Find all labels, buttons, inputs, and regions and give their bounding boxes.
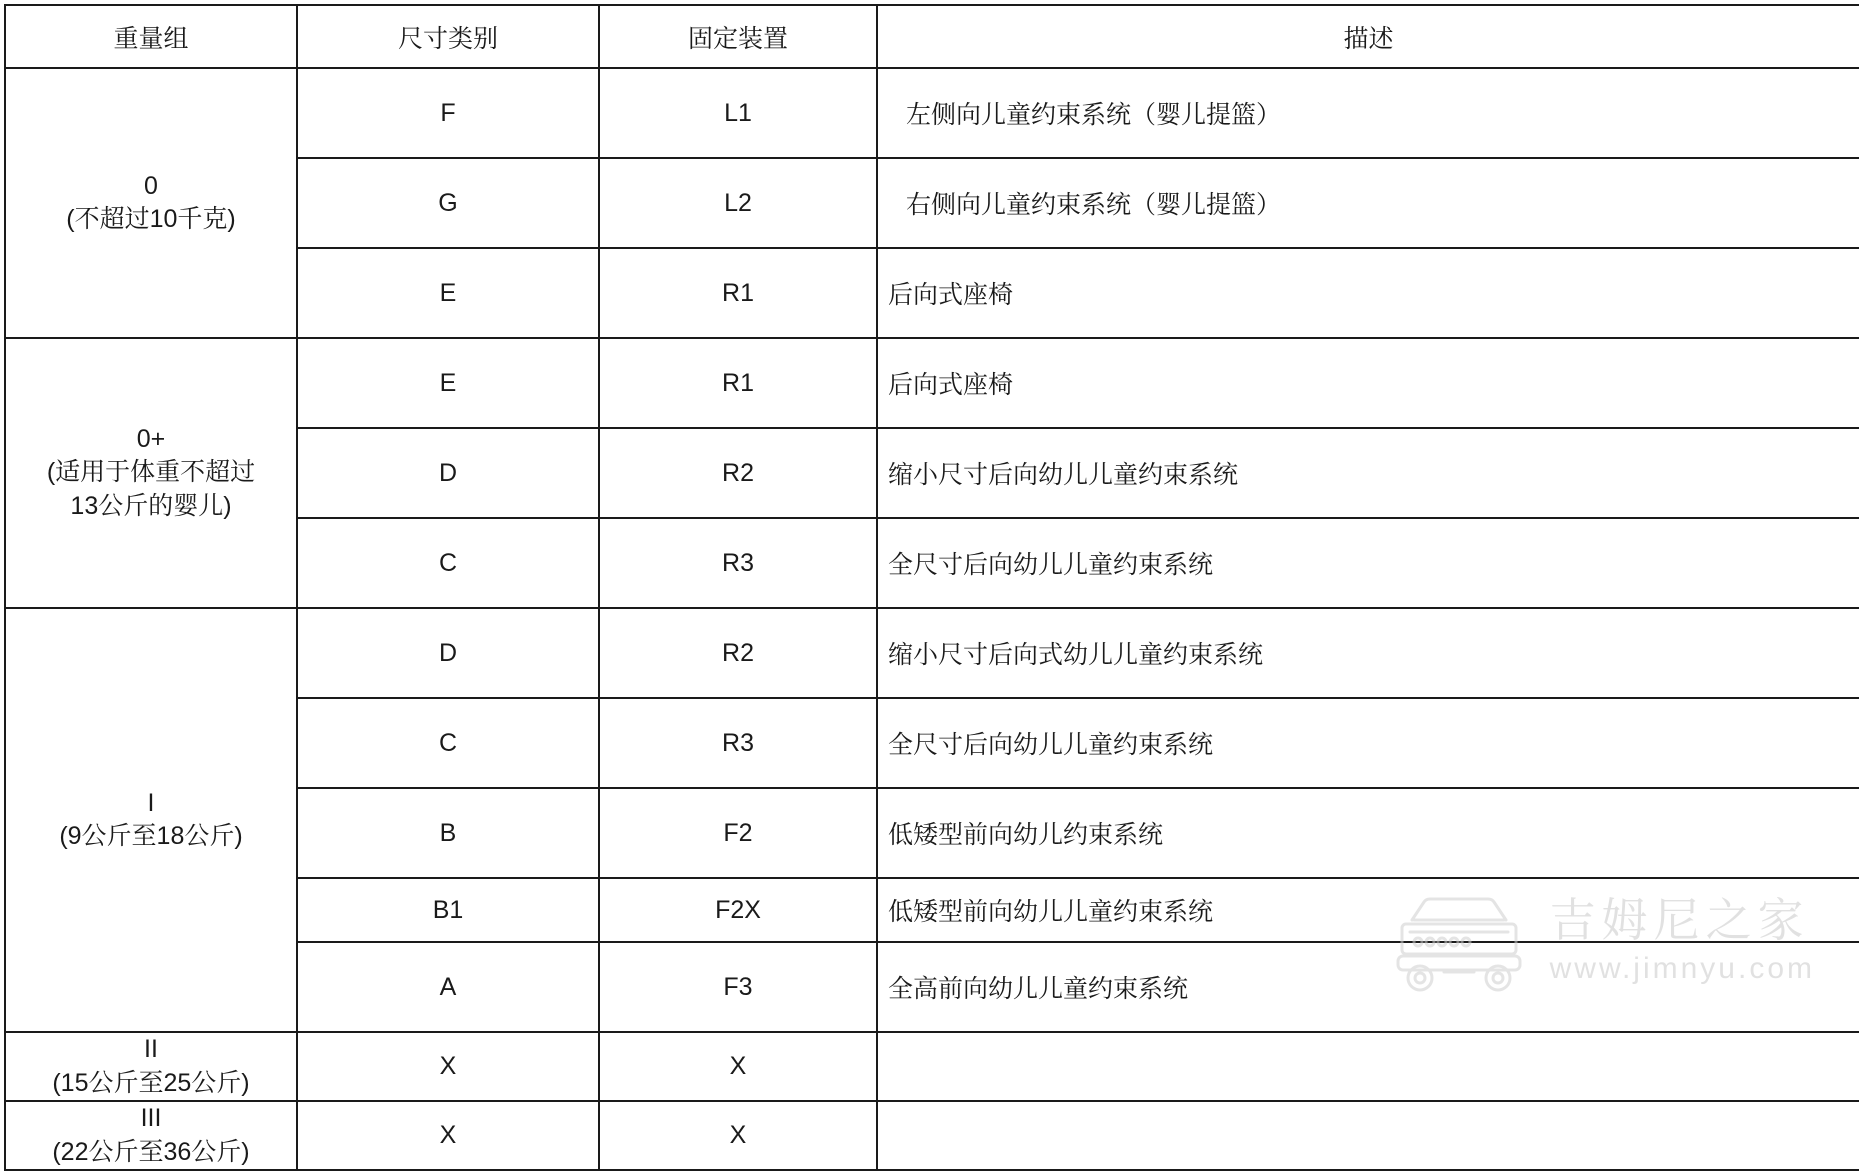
weight-group-sub: (不超过10千克) [66,205,236,233]
description-cell: 低矮型前向幼儿儿童约束系统 [877,878,1859,942]
size-class-cell: X [297,1101,599,1170]
table-row [5,1032,1859,1101]
weight-group-name: III [140,1104,162,1132]
size-class-cell: D [297,608,599,698]
weight-group-cell [5,1032,297,1101]
fixture-cell: R3 [599,698,877,788]
description-cell: 全尺寸后向幼儿儿童约束系统 [877,518,1859,608]
description-cell [877,1032,1859,1101]
watermark-title: 吉姆尼之家 [1549,894,1810,947]
description-cell: 后向式座椅 [877,248,1859,338]
table-header-row [5,5,1859,68]
fixture-cell: R2 [599,428,877,518]
weight-group-cell [5,338,297,608]
size-class-cell: G [297,158,599,248]
weight-group-cell [5,1101,297,1170]
fixture-cell: L1 [599,68,877,158]
description-cell: 低矮型前向幼儿约束系统 [877,788,1859,878]
size-class-cell: X [297,1032,599,1101]
weight-group-name: 0+ [136,424,166,453]
fixture-cell: F3 [599,942,877,1032]
fixture-cell: F2X [599,878,877,942]
weight-group-cell [5,608,297,1032]
weight-group-name: II [144,1035,158,1063]
column-header-weight-group: 重量组 [5,5,297,68]
table-row [5,338,1859,428]
weight-group-sub: (15公斤至25公斤) [52,1068,250,1097]
description-cell [877,1101,1859,1170]
child-restraint-table [4,4,1859,1171]
size-class-cell: C [297,518,599,608]
column-header-size-class: 尺寸类别 [297,5,599,68]
size-class-cell: A [297,942,599,1032]
watermark-url: www.jimnyu.com [1549,951,1815,985]
description-cell: 缩小尺寸后向式幼儿儿童约束系统 [877,608,1859,698]
fixture-cell: F2 [599,788,877,878]
size-class-cell: D [297,428,599,518]
fixture-cell: R3 [599,518,877,608]
weight-group-sub: (9公斤至18公斤) [59,822,243,850]
fixture-cell: L2 [599,158,877,248]
size-class-cell: E [297,338,599,428]
fixture-cell: X [599,1032,877,1101]
description-cell: 全高前向幼儿儿童约束系统 [877,942,1859,1032]
description-cell: 后向式座椅 [877,338,1859,428]
fixture-cell: X [599,1101,877,1170]
description-cell: 左侧向儿童约束系统（婴儿提篮） [877,68,1859,158]
size-class-cell: F [297,68,599,158]
column-header-description: 描述 [877,5,1859,68]
table-row [5,608,1859,698]
fixture-cell: R1 [599,338,877,428]
size-class-cell: E [297,248,599,338]
weight-group-sub2: 13公斤的婴儿) [70,491,232,520]
weight-group-sub: (22公斤至36公斤) [52,1137,250,1166]
weight-group-name: I [147,788,155,817]
weight-group-cell [5,68,297,338]
weight-group-name: 0 [144,171,158,200]
fixture-cell: R1 [599,248,877,338]
description-cell: 右侧向儿童约束系统（婴儿提篮） [877,158,1859,248]
size-class-cell: B1 [297,878,599,942]
size-class-cell: B [297,788,599,878]
fixture-cell: R2 [599,608,877,698]
table-row [5,68,1859,158]
column-header-fixture: 固定装置 [599,5,877,68]
description-cell: 缩小尺寸后向幼儿儿童约束系统 [877,428,1859,518]
size-class-cell: C [297,698,599,788]
table-row [5,1101,1859,1170]
weight-group-sub: (适用于体重不超过 [46,458,256,487]
description-cell: 全尺寸后向幼儿儿童约束系统 [877,698,1859,788]
